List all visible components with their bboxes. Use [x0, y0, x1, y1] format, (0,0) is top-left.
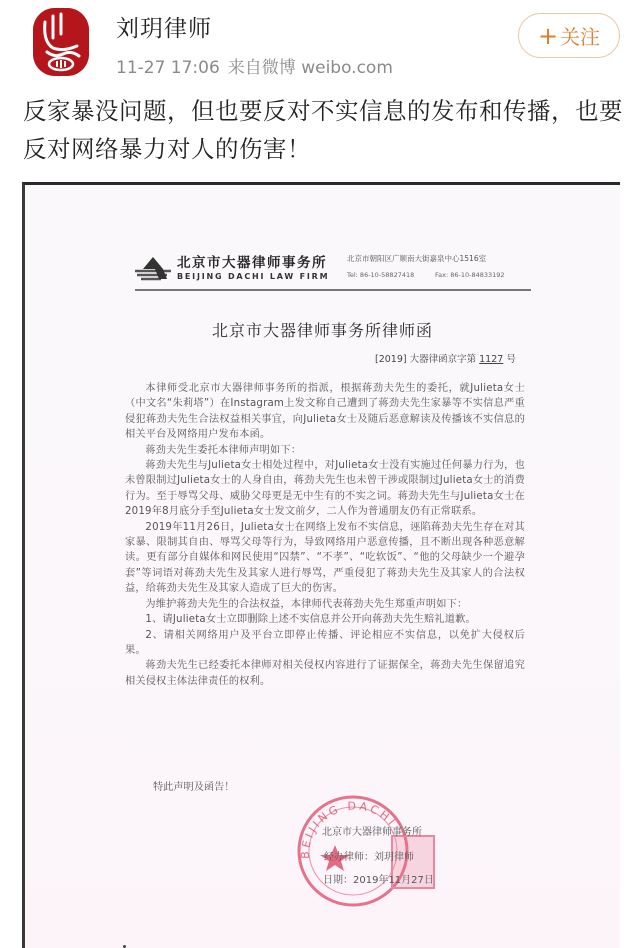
letterhead-fax: Fax: 86-10-84833192 [435, 271, 505, 279]
post-source: 来自微博 weibo.com [227, 58, 393, 78]
author-name[interactable]: 刘玥律师 [116, 16, 212, 42]
signature-date [323, 871, 434, 886]
paragraph: 蒋劲夫先生与Julieta女士相处过程中，对Julieta女士没有实施过任何暴力行为，也未曾限制过Julieta女士的人身自由，蒋劲夫先生也未曾干涉或限制过Julieta女士的消费行为。至于辱骂父母、威胁父母更是无中生有的不实之词。蒋劲夫先生与Julieta女士在2019年8月底分手至Julieta女士发文前夕，二人作为普通朋友仍有正常联系。 [125, 460, 525, 518]
avatar[interactable] [33, 8, 89, 76]
signature-firm: 北京市大器律师事务所 [322, 827, 422, 838]
signature-lawyer [324, 848, 414, 863]
ref-suffix: 号 [506, 354, 516, 365]
paragraph: 蒋劲夫先生已经委托本律师对相关侵权内容进行了证据保全，蒋劲夫先生保留追究相关侵权主体法律责任的权利。 [125, 660, 525, 687]
paragraph: 为维护蒋劲夫先生的合法权益，本律师代表蒋劲夫先生郑重声明如下： [145, 598, 468, 610]
law-firm-logo-icon [133, 255, 173, 283]
letterhead-divider [135, 289, 531, 291]
seal-avatar-icon [33, 8, 89, 76]
letterhead-tel: Tel: 86-10-58827418 [347, 271, 415, 279]
paragraph: 2019年11月26日，Julieta女士在网络上发布不实信息，诬陷蒋劲夫先生存在对其家暴、限制其自由、辱骂父母等行为，导致网络用户恶意传播，且不断出现各种恶意解读。更有部分自媒体和网民使用“囚禁”、“不孝”、“吃软饭”、“他的父母缺少一个避孕套”等词语对蒋劲夫先生及其家人进行辱骂，严重侵犯了蒋劲夫先生及其家人的合法权益，给蒋劲夫先生及其家人造成了巨大的伤害。 [125, 521, 525, 595]
follow-label: 关注 [560, 25, 601, 49]
letterhead [133, 247, 533, 287]
paragraph: 2、请相关网络用户及平台立即停止传播、评论相应不实信息，以免扩大侵权后果。 [125, 629, 525, 656]
follow-button[interactable] [518, 13, 620, 58]
letterhead-address: 北京市朝阳区广顺南大街嘉泉中心1516室 [347, 254, 487, 263]
seal-text: BEIJING DACHI [298, 799, 400, 860]
document-body [125, 381, 525, 689]
attached-document-image[interactable] [22, 182, 620, 948]
letterhead-name-en: BEIJING DACHI LAW FIRM [177, 272, 330, 281]
plus-icon: + [537, 21, 559, 50]
date-label: 日期： [323, 875, 353, 886]
post-time: 11-27 17:06 [116, 58, 220, 78]
ref-number: 1127 [479, 354, 504, 365]
letterhead-name-cn: 北京市大器律师事务所 [177, 255, 327, 271]
lawyer-label: 经办律师： [324, 852, 374, 863]
paragraph: 蒋劲夫先生委托本律师声明如下： [145, 444, 302, 456]
document-title: 北京市大器律师事务所律师函 [211, 321, 433, 340]
lawyer-name: 刘玥律师 [374, 852, 414, 863]
closing-line: 特此声明及函告！ [153, 782, 235, 793]
post-meta [116, 53, 401, 78]
post-header [0, 0, 641, 85]
paragraph: 本律师受北京市大器律师事务所的指派，根据蒋劲夫先生的委托，就Julieta女士（中文名“朱莉塔”）在Instagram上发文称自己遭到了蒋劲夫先生家暴等不实信息严重侵犯蒋劲夫先生合法权益相关事宜，向Julieta女士及随后恶意解读及传播该不实信息的相关平台及网络用户发布本函。 [125, 383, 525, 441]
post-text: 反家暴没问题，但也要反对不实信息的发布和传播，也要反对网络暴力对人的伤害！ [23, 97, 623, 163]
paragraph: 1、请Julieta女士立即删除上述不实信息并公开向蒋劲夫先生赔礼道歉。 [145, 614, 476, 626]
date-value: 2019年11月27日 [353, 875, 434, 886]
ref-prefix: [2019] 大器律函京字第 [375, 354, 477, 365]
document-reference [375, 351, 516, 365]
